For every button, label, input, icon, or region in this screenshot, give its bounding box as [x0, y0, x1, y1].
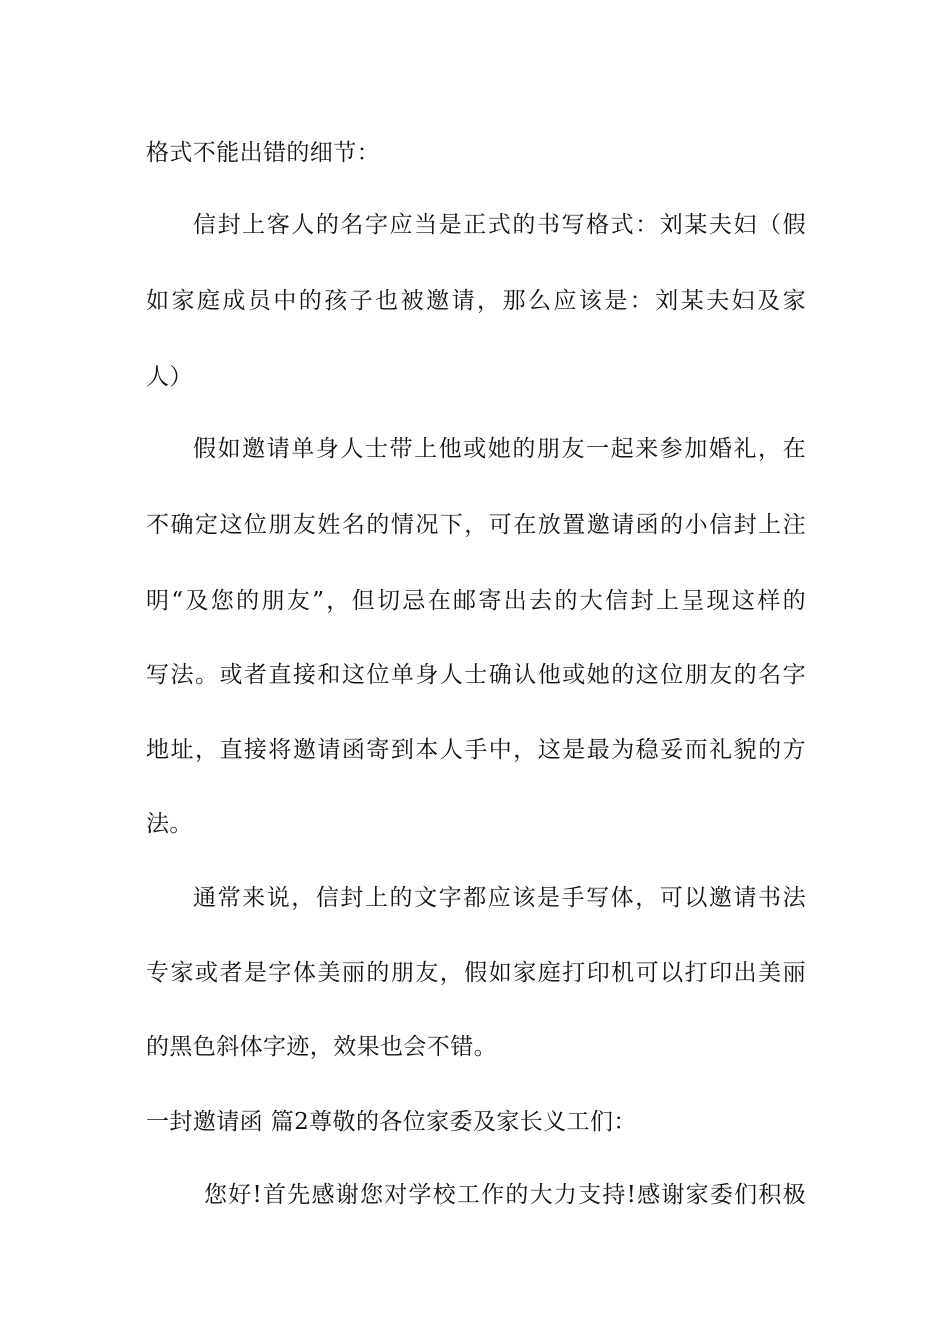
section-heading: 格式不能出错的细节：	[146, 140, 380, 166]
paragraph-2-line-2: 不确定这位朋友姓名的情况下，可在放置邀请函的小信封上注	[146, 512, 806, 538]
paragraph-2-line-3: 明“及您的朋友”，但切忌在邮寄出去的大信封上呈现这样的	[146, 588, 806, 614]
paragraph-3-line-3: 的黑色斜体字迹，效果也会不错。	[146, 1034, 497, 1060]
letter-heading: 一封邀请函 篇2尊敬的各位家委及家长义工们：	[146, 1109, 637, 1135]
paragraph-1-line-2: 如家庭成员中的孩子也被邀请，那么应该是：刘某夫妇及家	[146, 288, 806, 314]
paragraph-2-line-4: 写法。或者直接和这位单身人士确认他或她的这位朋友的名字	[146, 662, 806, 688]
paragraph-3-line-1: 通常来说，信封上的文字都应该是手写体，可以邀请书法	[193, 885, 806, 911]
paragraph-3-line-2: 专家或者是字体美丽的朋友，假如家庭打印机可以打印出美丽	[146, 960, 806, 986]
paragraph-2-line-6: 法。	[146, 811, 193, 837]
paragraph-1-line-1: 信封上客人的名字应当是正式的书写格式：刘某夫妇（假	[193, 212, 806, 238]
paragraph-2-line-1: 假如邀请单身人士带上他或她的朋友一起来参加婚礼，在	[193, 436, 806, 462]
paragraph-1-line-3: 人）	[146, 364, 193, 390]
letter-body-line-1: 您好!首先感谢您对学校工作的大力支持!感谢家委们积极	[204, 1182, 806, 1208]
paragraph-2-line-5: 地址，直接将邀请函寄到本人手中，这是最为稳妥而礼貌的方	[146, 737, 806, 763]
